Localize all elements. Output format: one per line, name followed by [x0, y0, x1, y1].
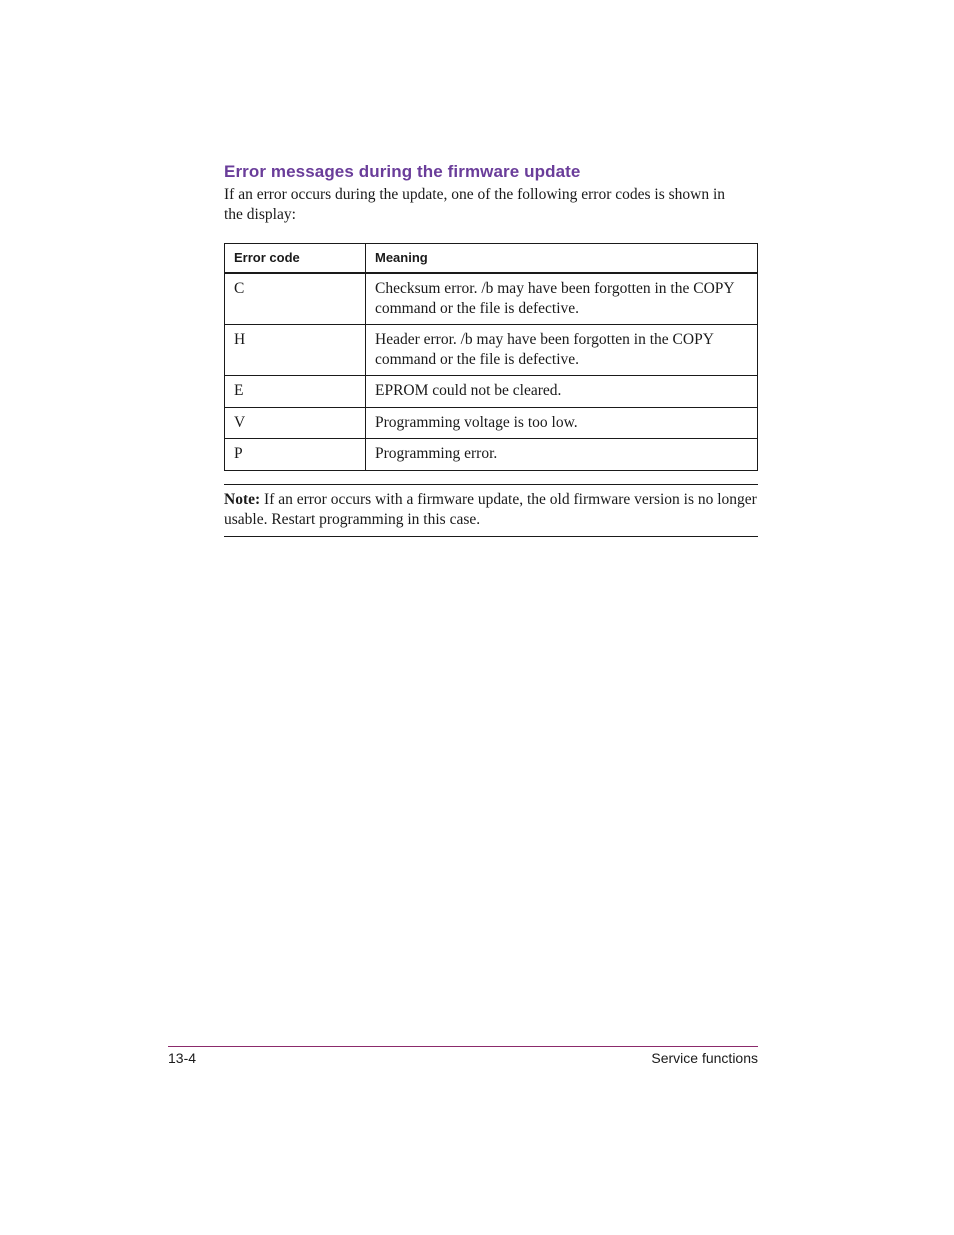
- page-number: 13-4: [168, 1050, 197, 1066]
- table-header-row: [225, 244, 758, 274]
- table-row: [225, 273, 758, 325]
- meaning-cell: EPROM could not be cleared.: [366, 376, 758, 408]
- table-row: [225, 325, 758, 376]
- meaning-cell: Header error. /b may have been forgotten in the COPY command or the file is defective.: [366, 325, 758, 376]
- meaning-cell: Checksum error. /b may have been forgotten in the COPY command or the file is defective.: [366, 273, 758, 325]
- column-header-error-code: Error code: [225, 244, 366, 274]
- note-box: [224, 484, 758, 537]
- table-row: [225, 439, 758, 471]
- column-header-meaning: Meaning: [366, 244, 758, 274]
- chapter-title: Service functions: [651, 1050, 758, 1066]
- intro-paragraph: If an error occurs during the update, one of the following error codes is shown in the display:: [224, 186, 726, 223]
- error-code-cell: C: [225, 273, 366, 325]
- error-code-cell: H: [225, 325, 366, 376]
- error-code-table: [224, 243, 758, 471]
- meaning-cell: Programming error.: [366, 439, 758, 471]
- table-row: [225, 407, 758, 439]
- section-heading: Error messages during the firmware update: [224, 162, 581, 181]
- meaning-cell: Programming voltage is too low.: [366, 407, 758, 439]
- note-text: If an error occurs with a firmware update, the old firmware version is no longer usable. Restart programming in this case.: [224, 491, 757, 528]
- note-label: Note:: [224, 491, 261, 508]
- error-code-cell: E: [225, 376, 366, 408]
- table-row: [225, 376, 758, 408]
- error-code-cell: V: [225, 407, 366, 439]
- error-code-cell: P: [225, 439, 366, 471]
- footer-rule: [168, 1046, 758, 1047]
